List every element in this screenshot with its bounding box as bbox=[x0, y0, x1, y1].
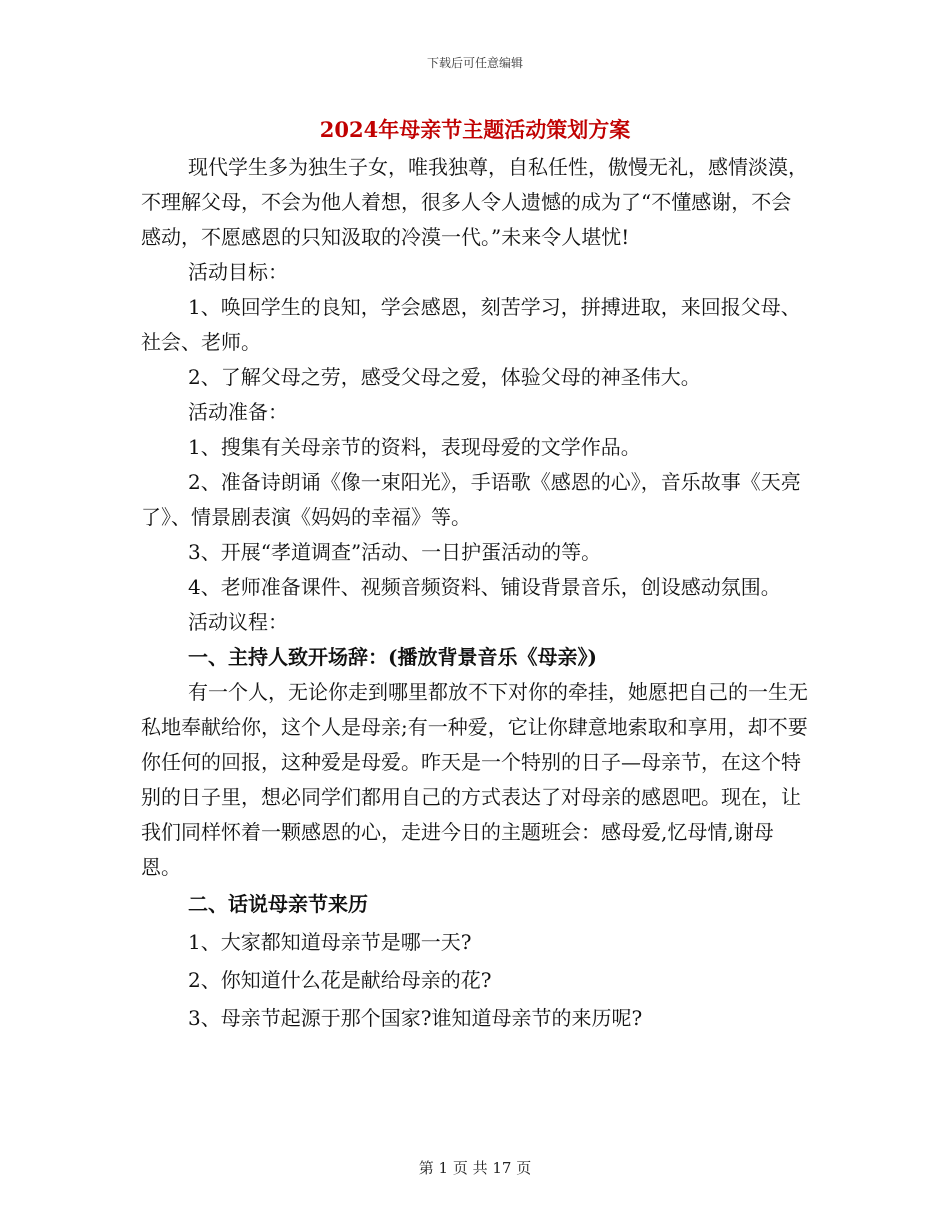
document-title: 2024年母亲节主题活动策划方案 bbox=[319, 117, 631, 142]
section-heading-agenda: 活动议程： bbox=[188, 610, 288, 634]
list-item: 2、你知道什么花是献给母亲的花? bbox=[188, 968, 492, 992]
list-item: 4、老师准备课件、视频音频资料、铺设背景音乐，创设感动氛围。 bbox=[188, 575, 781, 599]
list-item: 3、母亲节起源于那个国家?谁知道母亲节的来历呢? bbox=[188, 1006, 643, 1030]
section-heading-goals: 活动目标： bbox=[188, 260, 288, 284]
section-heading-opening: 一、主持人致开场辞：(播放背景音乐《母亲》) bbox=[188, 645, 597, 669]
page-footer: 第 1 页 共 17 页 bbox=[418, 1159, 532, 1177]
list-item: 1、搜集有关母亲节的资料，表现母爱的文学作品。 bbox=[188, 435, 641, 459]
list-item: 2、准备诗朗诵《像一束阳光》，手语歌《感恩的心》，音乐故事《天亮了》、情景剧表演《妈妈的幸福》等。 bbox=[141, 470, 801, 529]
document-body bbox=[141, 150, 811, 1037]
list-item: 2、了解父母之劳，感受父母之爱，体验父母的神圣伟大。 bbox=[188, 365, 701, 389]
section-heading-preparation: 活动准备： bbox=[188, 400, 288, 424]
opening-speech-paragraph: 有一个人，无论你走到哪里都放不下对你的牵挂，她愿把自己的一生无私地奉献给你，这个人是母亲;有一种爱，它让你肆意地索取和享用，却不要你任何的回报，这种爱是母爱。昨天是一个特别的日子—母亲节，在这个特别的日子里，想必同学们都用自己的方式表达了对母亲的感恩吧。现在，让我们同样怀着一颗感恩的心，走进今日的主题班会：感母爱,忆母情,谢母恩。 bbox=[141, 680, 808, 879]
list-item: 3、开展“孝道调查”活动、一日护蛋活动的等。 bbox=[188, 540, 602, 564]
section-heading-history: 二、话说母亲节来历 bbox=[188, 892, 368, 916]
list-item: 1、唤回学生的良知，学会感恩，刻苦学习，拼搏进取，来回报父母、社会、老师。 bbox=[141, 295, 801, 354]
intro-paragraph: 现代学生多为独生子女，唯我独尊，自私任性，傲慢无礼，感情淡漠，不理解父母，不会为他人着想，很多人令人遗憾的成为了“不懂感谢，不会感动，不愿感恩的只知汲取的冷漠一代。”未来令人堪忧! bbox=[141, 155, 808, 249]
list-item: 1、大家都知道母亲节是哪一天? bbox=[188, 930, 472, 954]
page-header: 下载后可任意编辑 bbox=[426, 56, 523, 70]
